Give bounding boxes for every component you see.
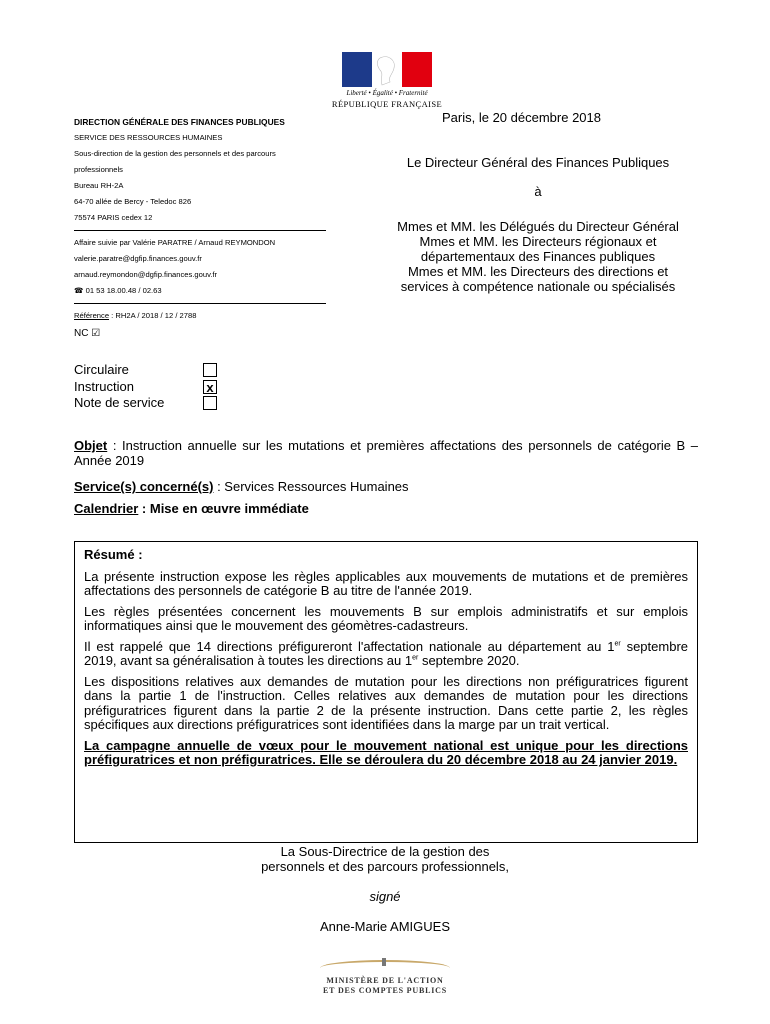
signed-mention: signé [369, 889, 401, 904]
recipient-line: services à compétence nationale ou spécialisés [400, 279, 676, 294]
ministry-arc-icon [320, 960, 450, 976]
signature-block [0, 844, 770, 934]
summary-paragraph [84, 640, 688, 669]
bureau: Bureau RH-2A [74, 181, 124, 190]
address-line1: 64-70 allée de Bercy - Teledoc 826 [74, 197, 192, 206]
phone-number: 01 53 18.00.48 / 02.63 [85, 286, 162, 295]
marianne-flag-icon [342, 52, 432, 87]
signatory-title-line1: La Sous-Directrice de la gestion des [280, 844, 490, 859]
summary-paragraph: La présente instruction expose les règles applicables aux mouvements de mutations et de premières affectations des personnels de catégorie B au titre de l'année 2019. [84, 568, 688, 598]
date: Paris, le 20 décembre 2018 [442, 110, 601, 125]
motto: Liberté • Égalité • Fraternité [346, 89, 428, 97]
document-type-list [74, 362, 217, 412]
email-2: arnaud.reymondon@dgfip.finances.gouv.fr [74, 270, 218, 279]
ministry-logo [300, 960, 470, 996]
ministry-name [300, 976, 470, 996]
subdirection-line2: professionnels [74, 165, 123, 174]
summary-text: septembre 2020. [418, 653, 520, 668]
recipient-line: Mmes et MM. les Directeurs régionaux et [419, 234, 657, 249]
reference-value: : RH2A / 2018 / 12 / 2788 [111, 311, 197, 320]
ministry-line1: MINISTÈRE DE L'ACTION [326, 976, 444, 985]
followed-by: Affaire suivie par Valérie PARATRE / Arnaud REYMONDON [74, 238, 276, 247]
service-text: : Services Ressources Humaines [213, 479, 409, 494]
email-1: valerie.paratre@dgfip.finances.gouv.fr [74, 254, 202, 263]
service-line [74, 479, 409, 494]
reference-label: Référence [74, 311, 110, 320]
subdirection-line1: Sous-direction de la gestion des personnels et des parcours [74, 149, 276, 158]
doc-type-checkbox[interactable] [203, 363, 217, 377]
recipient-line: Mmes et MM. les Directeurs des directions et [407, 264, 669, 279]
superscript: er [412, 654, 419, 662]
reference-line [74, 308, 334, 324]
republic-name: RÉPUBLIQUE FRANÇAISE [331, 99, 443, 109]
recipient-line: départementaux des Finances publiques [420, 249, 656, 264]
summary-paragraph: Les dispositions relatives aux demandes de mutation pour les directions non préfiguratrices figurent dans la partie 1 de l'instruction. Celles relatives aux demandes de mutation pour les directions préfiguratrices figurent dans la partie 2 de la présente instruction. Dans cette partie 2, les règles spécifiques aux directions préfiguratrices sont identifiées dans la marge par un trait vertical. [84, 673, 688, 732]
summary-text: septembre 2019, avant sa généralisation à toutes les directions au 1 [84, 638, 688, 668]
address-line2: 75574 PARIS cedex 12 [74, 213, 153, 222]
doc-type-row [74, 362, 217, 379]
nc-label: NC [74, 328, 89, 339]
calendar-line [74, 501, 309, 516]
sender-block [74, 114, 334, 342]
subject-label: Objet [74, 438, 108, 453]
doc-type-row [74, 395, 217, 412]
doc-type-label: Instruction [74, 378, 134, 394]
direction-title: DIRECTION GÉNÉRALE DES FINANCES PUBLIQUES [74, 117, 285, 127]
summary-heading: Résumé : [84, 547, 143, 562]
phone-icon: ☎ [74, 286, 84, 295]
republique-francaise-logo [326, 52, 448, 109]
ministry-line2: ET DES COMPTES PUBLICS [323, 986, 447, 995]
addressee-block [360, 155, 716, 294]
summary-box [74, 541, 698, 843]
subject-line [74, 438, 698, 468]
calendar-label: Calendrier [74, 501, 139, 516]
doc-type-checkbox[interactable] [203, 396, 217, 410]
signatory-name: Anne-Marie AMIGUES [319, 919, 451, 934]
recipient-line: Mmes et MM. les Délégués du Directeur Général [397, 219, 679, 234]
calendar-text: : Mise en œuvre immédiate [138, 501, 309, 516]
signatory-title-line2: personnels et des parcours professionnels, [261, 859, 509, 874]
doc-type-row [74, 379, 217, 396]
service-name: SERVICE DES RESSOURCES HUMAINES [74, 133, 223, 142]
divider [74, 303, 326, 304]
summary-text: Il est rappelé que 14 directions préfigureront l'affectation nationale au département au 1 [84, 638, 615, 654]
subject-text: : Instruction annuelle sur les mutations et premières affectations des personnels de catégorie B – Année 2019 [74, 438, 698, 468]
doc-type-checkbox[interactable]: x [203, 380, 217, 394]
nc-line [74, 326, 334, 342]
sender-title: Le Directeur Général des Finances Publiques [406, 155, 670, 170]
service-label: Service(s) concerné(s) [74, 479, 214, 494]
recipients [360, 219, 716, 294]
phone-line [74, 283, 334, 299]
summary-campaign-paragraph: La campagne annuelle de vœux pour le mouvement national est unique pour les directions préfiguratrices et non préfiguratrices. Elle se déroulera du 20 décembre 2018 au 24 janvier 2019. [84, 737, 688, 767]
to-word: à [534, 184, 542, 199]
divider [74, 230, 326, 231]
doc-type-label: Circulaire [74, 362, 129, 377]
nc-checkbox-icon: ☑ [91, 328, 101, 339]
superscript: er [614, 640, 621, 648]
doc-type-label: Note de service [74, 395, 165, 410]
summary-paragraph: Les règles présentées concernent les mouvements B sur emplois administratifs et sur emplois informatiques ainsi que le mouvement des géomètres-cadastreurs. [84, 603, 688, 633]
